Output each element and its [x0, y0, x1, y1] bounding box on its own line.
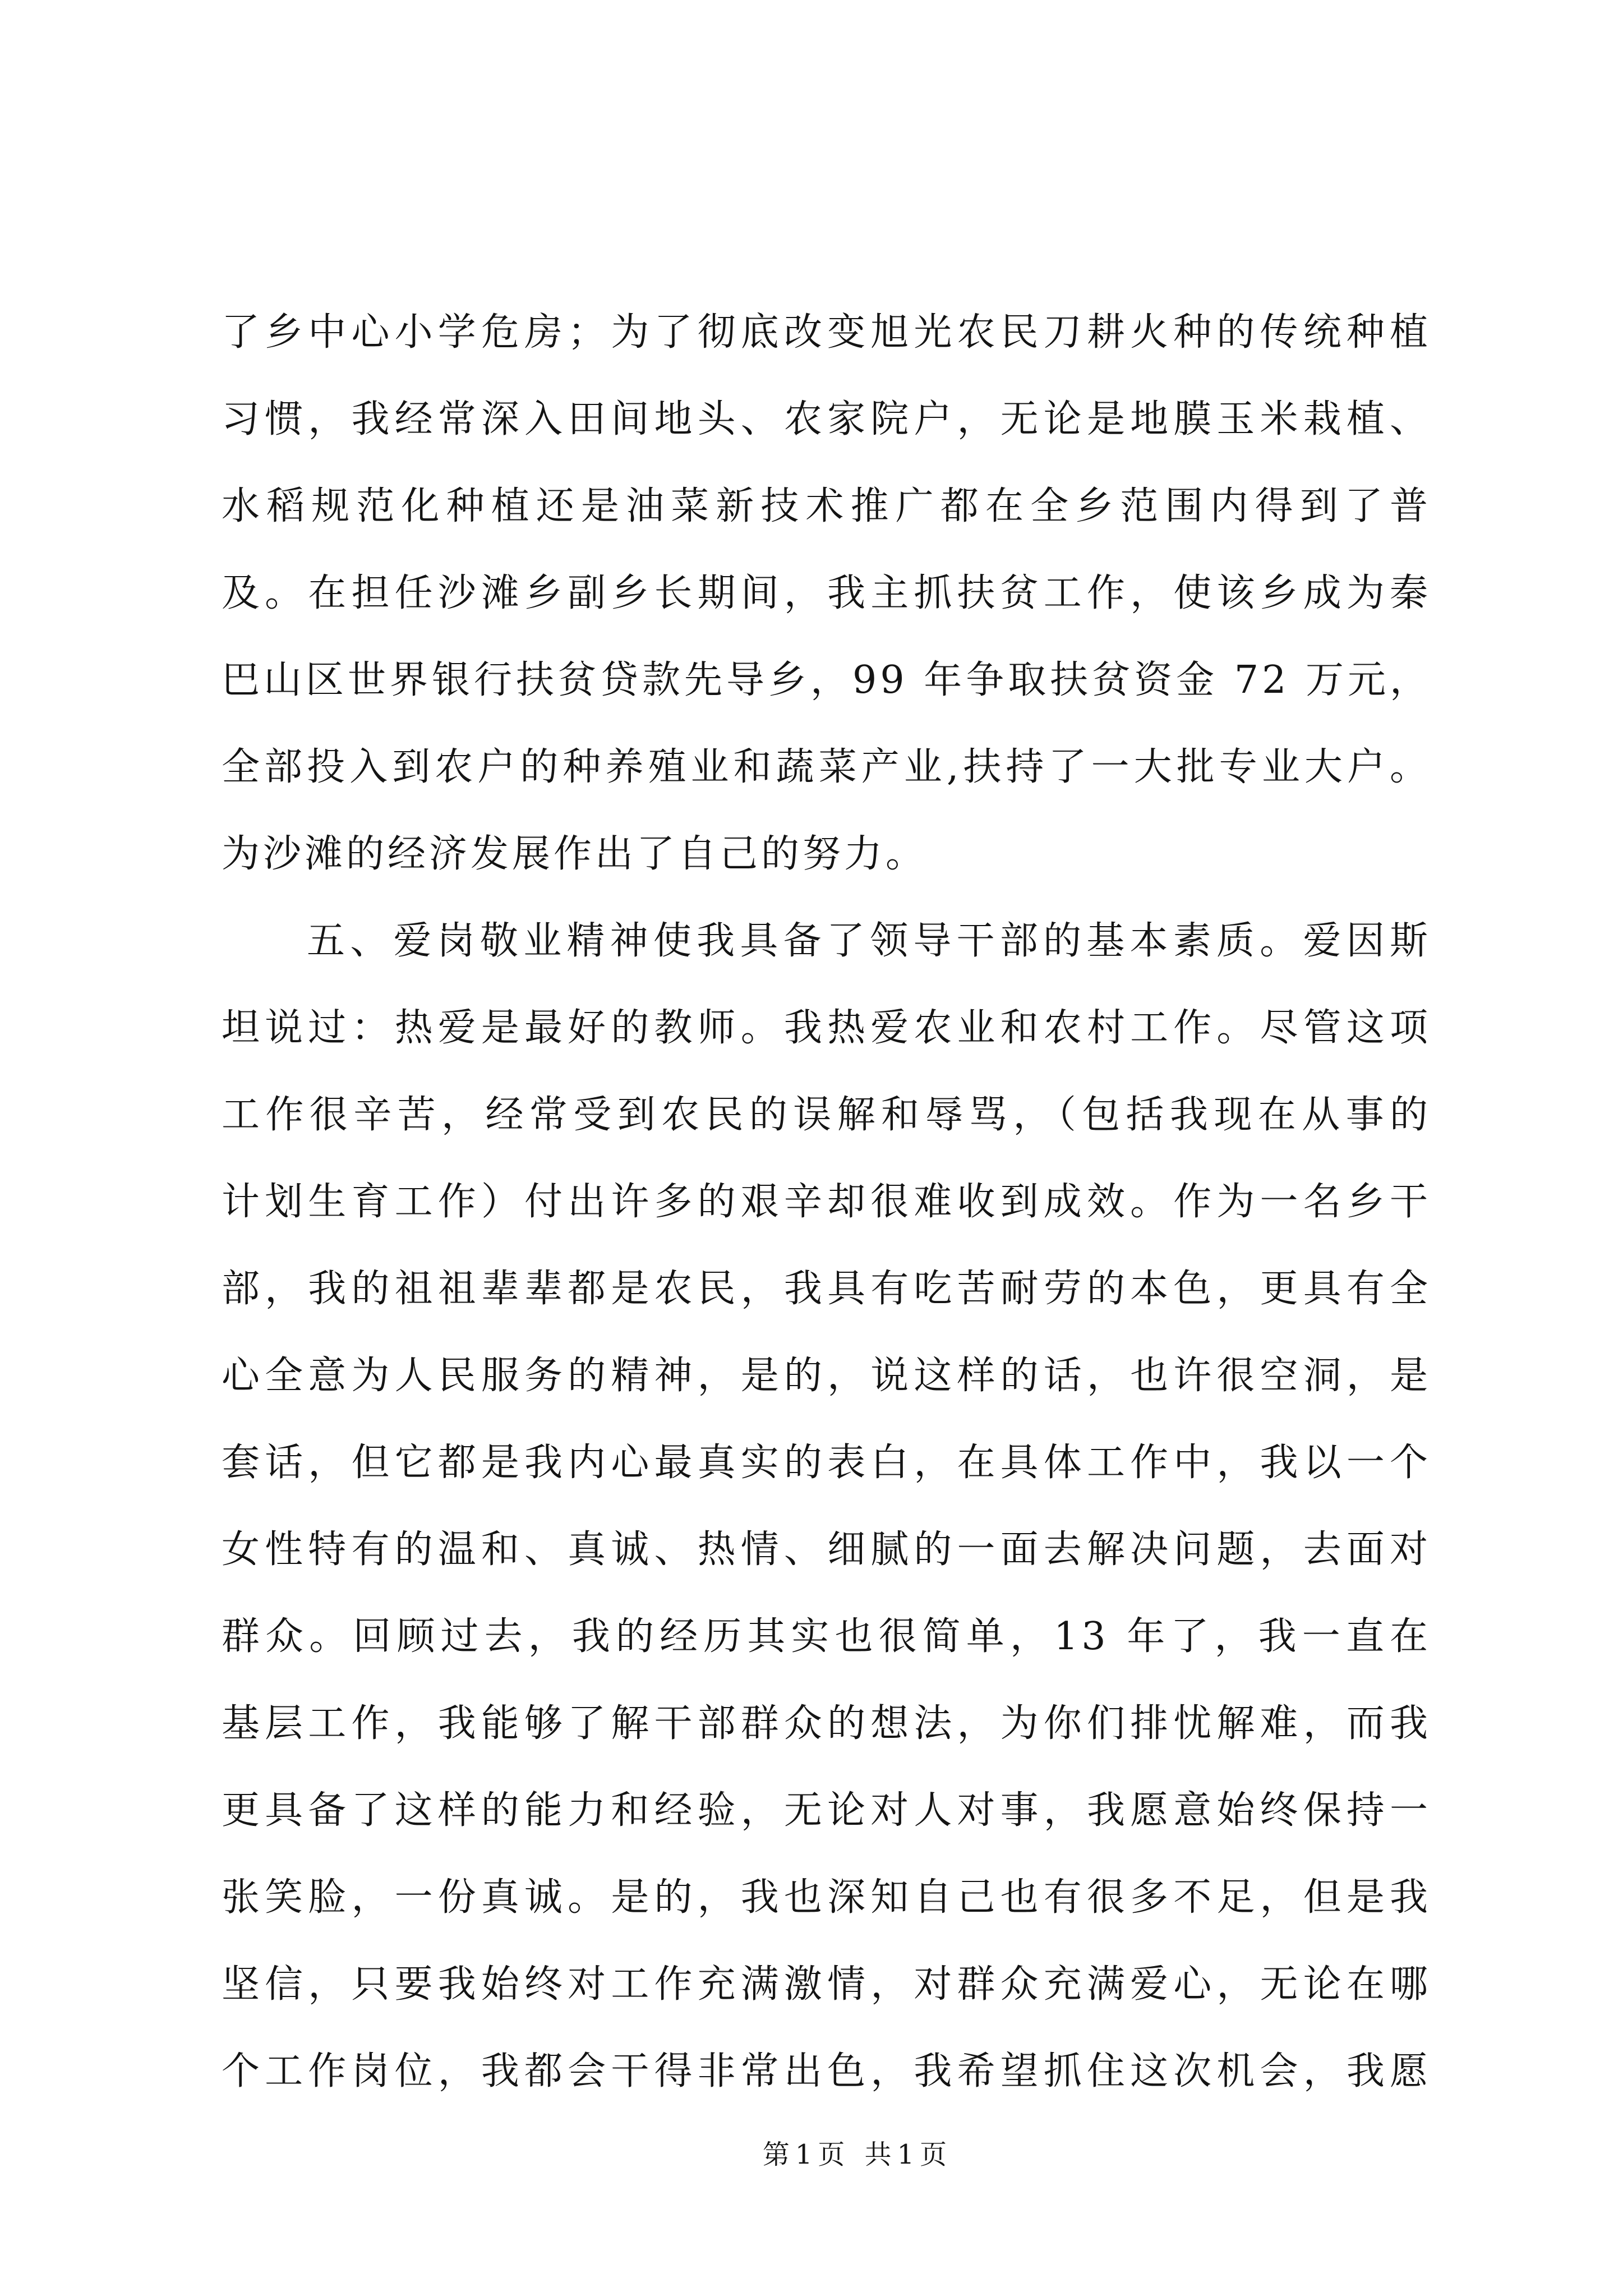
text-line: 坦说过：热爱是最好的教师。我热爱农业和农村工作。尽管这项	[222, 1006, 1431, 1050]
text-line: 部，我的祖祖辈辈都是农民，我具有吃苦耐劳的本色，更具有全	[222, 1267, 1431, 1311]
paragraph	[222, 898, 1431, 2115]
text-line: 全部投入到农户的种养殖业和蔬菜产业,扶持了一大批专业大户。	[222, 745, 1431, 789]
text-line: 女性特有的温和、真诚、热情、细腻的一面去解决问题，去面对	[222, 1527, 1431, 1572]
text-line: 习惯，我经常深入田间地头、农家院户，无论是地膜玉米栽植、	[222, 397, 1431, 441]
paragraph	[222, 289, 1431, 898]
text-line: 基层工作，我能够了解干部群众的想法，为你们排忧解难，而我	[222, 1701, 1431, 1746]
text-line: 坚信，只要我始终对工作充满激情，对群众充满爱心，无论在哪	[222, 1962, 1431, 2007]
document-body	[222, 289, 1431, 2115]
text-line: 个工作岗位，我都会干得非常出色，我希望抓住这次机会，我愿	[222, 2049, 1431, 2093]
text-line: 了乡中心小学危房；为了彻底改变旭光农民刀耕火种的传统种植	[222, 310, 1431, 355]
text-line: 及。在担任沙滩乡副乡长期间，我主抓扶贫工作，使该乡成为秦	[222, 571, 1431, 615]
text-line: 巴山区世界银行扶贫贷款先导乡，99 年争取扶贫资金 72 万元，	[222, 658, 1431, 702]
text-line: 工作很辛苦，经常受到农民的误解和辱骂，（包括我现在从事的	[222, 1093, 1431, 1137]
text-line: 张笑脸，一份真诚。是的，我也深知自己也有很多不足，但是我	[222, 1875, 1431, 1920]
text-line: 心全意为人民服务的精神，是的，说这样的话，也许很空洞，是	[222, 1354, 1431, 1398]
text-line: 群众。回顾过去，我的经历其实也很简单，13 年了，我一直在	[222, 1614, 1431, 1659]
text-line: 计划生育工作）付出许多的艰辛却很难收到成效。作为一名乡干	[222, 1180, 1431, 1224]
text-line: 套话，但它都是我内心最真实的表白，在具体工作中，我以一个	[222, 1441, 1431, 1485]
text-line: 为沙滩的经济发展作出了自己的努力。	[222, 832, 928, 876]
text-line: 五、爱岗敬业精神使我具备了领导干部的基本素质。爱因斯	[307, 919, 1431, 963]
page-number-footer: 第1页 共1页	[762, 2139, 953, 2170]
text-line: 水稻规范化种植还是油菜新技术推广都在全乡范围内得到了普	[222, 484, 1431, 528]
text-line: 更具备了这样的能力和经验，无论对人对事，我愿意始终保持一	[222, 1788, 1431, 1833]
